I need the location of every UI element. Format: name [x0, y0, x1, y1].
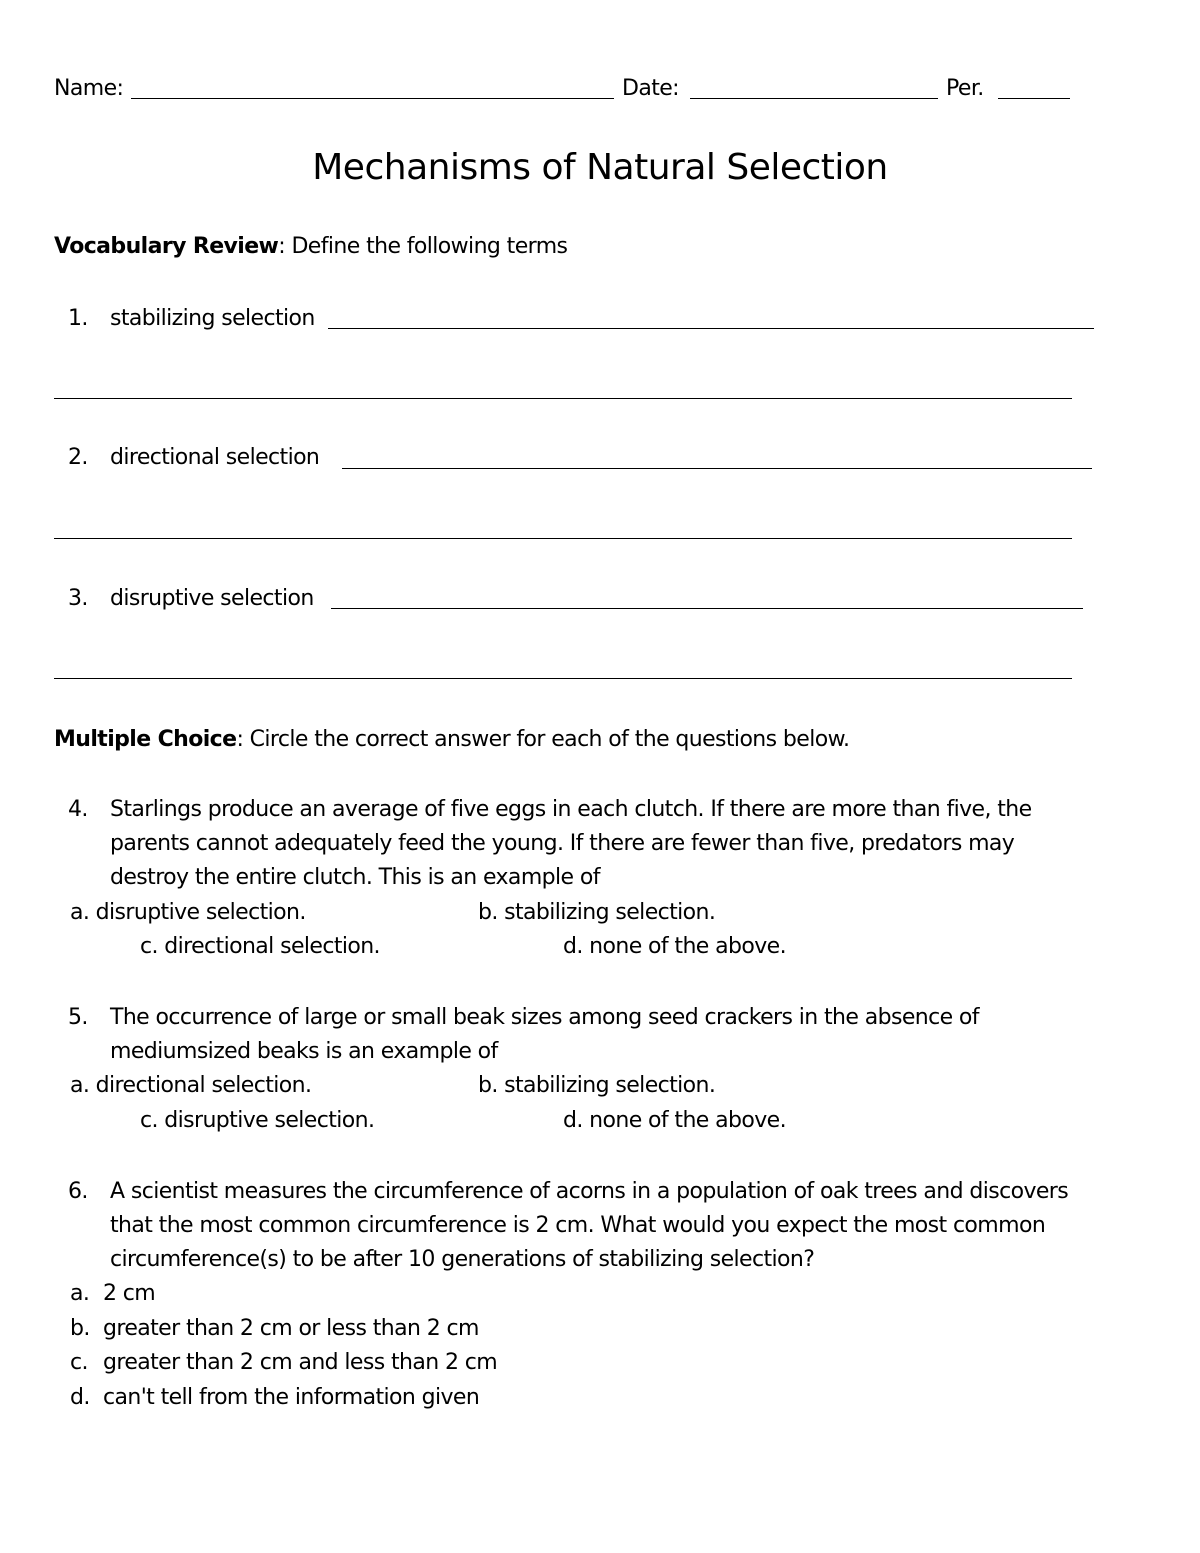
answer-option[interactable]: can't tell from the information given [103, 1385, 480, 1410]
option-letter: c. [70, 1350, 88, 1375]
question-text: destroy the entire clutch. This is an example of [110, 865, 600, 890]
name-blank[interactable] [131, 98, 614, 99]
answer-option[interactable]: 2 cm [103, 1281, 156, 1306]
vocab-heading: Vocabulary Review [54, 234, 279, 259]
question-text: parents cannot adequately feed the young. If there are fewer than five, predators may [110, 831, 1015, 856]
question-number: 6. [68, 1179, 88, 1204]
question-text: The occurrence of large or small beak sizes among seed crackers in the absence of [110, 1005, 979, 1030]
answer-option[interactable]: b. stabilizing selection. [478, 1073, 716, 1098]
vocab-term: directional selection [110, 445, 320, 470]
vocab-number: 3. [68, 586, 88, 611]
mc-instruction-text: : Circle the correct answer for each of the questions below. [236, 727, 850, 752]
mc-heading: Multiple Choice [54, 727, 237, 752]
question-text: mediumsized beaks is an example of [110, 1039, 498, 1064]
vocab-number: 2. [68, 445, 88, 470]
question-text: circumference(s) to be after 10 generations of stabilizing selection? [110, 1247, 815, 1272]
vocab-instruction-text: : Define the following terms [278, 234, 568, 259]
vocab-term: disruptive selection [110, 586, 314, 611]
period-label: Per. [946, 76, 984, 101]
vocab-number: 1. [68, 306, 88, 331]
date-blank[interactable] [690, 98, 938, 99]
answer-option[interactable]: a. disruptive selection. [70, 900, 306, 925]
answer-option[interactable]: c. disruptive selection. [140, 1108, 375, 1133]
option-letter: d. [70, 1385, 90, 1410]
question-number: 5. [68, 1005, 88, 1030]
vocab-term: stabilizing selection [110, 306, 315, 331]
vocab-instructions [54, 236, 567, 258]
answer-line[interactable] [54, 678, 1072, 679]
question-text: Starlings produce an average of five eggs in each clutch. If there are more than five, the [110, 797, 1032, 822]
answer-line[interactable] [342, 468, 1092, 469]
answer-option[interactable]: greater than 2 cm and less than 2 cm [103, 1350, 498, 1375]
answer-line[interactable] [54, 538, 1072, 539]
answer-option[interactable]: d. none of the above. [563, 1108, 786, 1133]
answer-option[interactable]: c. directional selection. [140, 934, 380, 959]
name-label: Name: [54, 76, 124, 101]
period-blank[interactable] [998, 98, 1070, 99]
answer-line[interactable] [331, 608, 1083, 609]
question-text: A scientist measures the circumference of acorns in a population of oak trees and discovers [110, 1179, 1069, 1204]
option-letter: b. [70, 1316, 90, 1341]
question-text: that the most common circumference is 2 cm. What would you expect the most common [110, 1213, 1046, 1238]
option-letter: a. [70, 1281, 90, 1306]
date-label: Date: [622, 76, 679, 101]
answer-line[interactable] [54, 398, 1072, 399]
question-number: 4. [68, 797, 88, 822]
answer-option[interactable]: greater than 2 cm or less than 2 cm [103, 1316, 479, 1341]
page-title: Mechanisms of Natural Selection [312, 147, 888, 188]
answer-line[interactable] [328, 328, 1094, 329]
answer-option[interactable]: a. directional selection. [70, 1073, 312, 1098]
answer-option[interactable]: d. none of the above. [563, 934, 786, 959]
mc-instructions [54, 729, 849, 751]
answer-option[interactable]: b. stabilizing selection. [478, 900, 716, 925]
